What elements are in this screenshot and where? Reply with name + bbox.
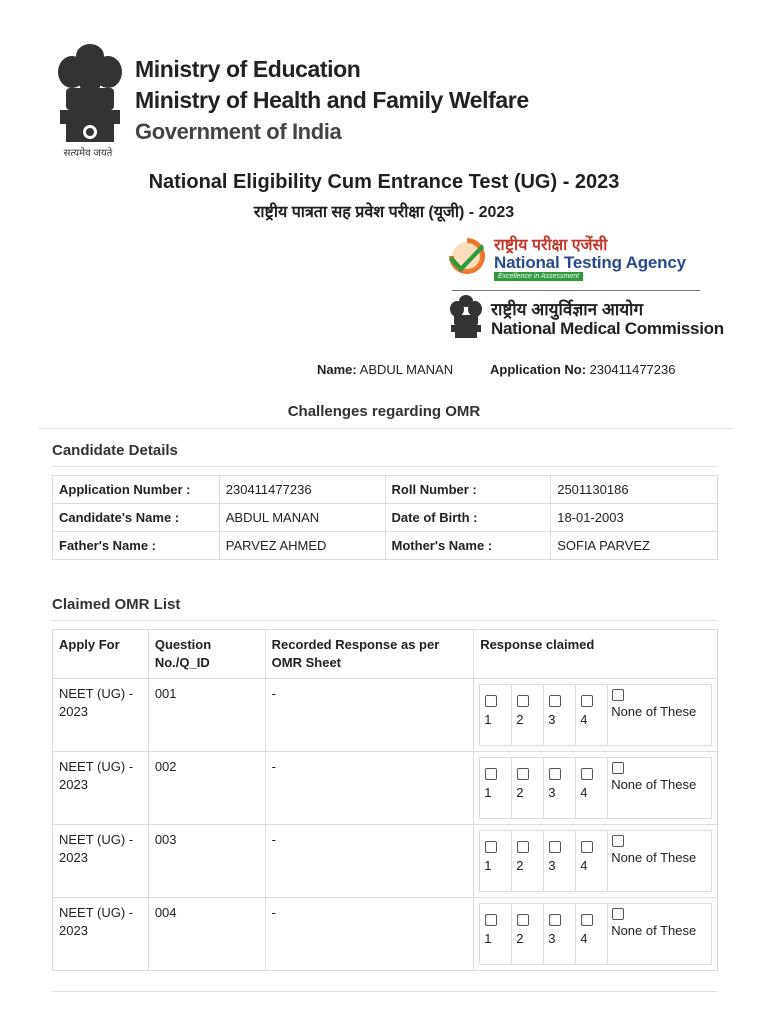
option-cell [608,758,711,818]
question-id-cell: 003 [148,825,265,898]
table-header-row [53,630,718,679]
option-cell [480,831,512,891]
option-cell [576,831,608,891]
page-title: Challenges regarding OMR [287,403,481,420]
apply-for-cell: NEET (UG) - 2023 [53,825,149,898]
option-label: 2 [516,858,524,873]
col-response-claimed: Response claimed [474,630,718,679]
application-number-summary [490,362,675,377]
ministry-block [135,54,529,147]
nmc-emblem-icon [449,293,483,341]
option-label: 1 [484,931,492,946]
option-checkbox[interactable] [517,841,529,853]
option-label: None of These [611,704,697,719]
question-id-cell: 004 [148,898,265,971]
dob-label: Date of Birth : [385,504,551,532]
divider [52,466,718,467]
dob-value: 18-01-2003 [551,504,718,532]
option-checkbox[interactable] [581,914,593,926]
option-label: 1 [484,712,492,727]
candidate-name-label: Candidate's Name : [53,504,220,532]
option-checkbox[interactable] [581,768,593,780]
application-number-value: 230411477236 [219,476,385,504]
option-cell [544,685,576,745]
option-checkbox[interactable] [485,841,497,853]
candidate-name-summary [317,362,453,377]
response-claimed-cell [474,752,718,825]
claimed-omr-heading: Claimed OMR List [52,596,181,613]
option-label: 4 [580,858,588,873]
nta-name-english: National Testing Agency [494,253,686,272]
option-checkbox[interactable] [485,768,497,780]
option-checkbox[interactable] [612,762,624,774]
table-row [53,679,718,752]
recorded-response-cell: - [265,679,474,752]
exam-title-hindi: राष्ट्रीय पात्रता सह प्रवेश परीक्षा (यूजी) - 2023 [253,204,515,221]
option-checkbox[interactable] [549,914,561,926]
roll-number-value: 2501130186 [551,476,718,504]
option-checkbox[interactable] [581,695,593,707]
table-row [53,532,718,560]
option-cell [512,758,544,818]
option-cell [576,904,608,964]
response-claimed-cell [474,679,718,752]
option-label: 2 [516,785,524,800]
option-checkbox[interactable] [549,695,561,707]
option-label: 3 [548,785,556,800]
divider [38,428,732,429]
nta-logo-icon [446,236,488,276]
national-emblem-icon [52,38,128,162]
father-name-label: Father's Name : [53,532,220,560]
option-checkbox[interactable] [612,835,624,847]
table-row [53,476,718,504]
option-label: 4 [580,785,588,800]
option-label: 3 [548,931,556,946]
apply-for-cell: NEET (UG) - 2023 [53,898,149,971]
option-label: 3 [548,858,556,873]
nmc-name-hindi: राष्ट्रीय आयुर्विज्ञान आयोग [491,300,644,319]
option-cell [576,758,608,818]
option-label: 4 [580,931,588,946]
response-claimed-cell [474,825,718,898]
question-id-cell: 001 [148,679,265,752]
recorded-response-cell: - [265,825,474,898]
emblem-motto: सत्यमेव जयते [63,148,113,159]
option-label: 1 [484,858,492,873]
option-cell [608,831,711,891]
option-group [479,830,712,892]
option-cell [480,685,512,745]
option-label: 3 [548,712,556,727]
option-group [479,757,712,819]
candidate-details-table [52,475,718,560]
option-cell [576,685,608,745]
col-recorded-response: Recorded Response as per OMR Sheet [265,630,474,679]
option-checkbox[interactable] [485,914,497,926]
recorded-response-cell: - [265,898,474,971]
option-cell [544,831,576,891]
logo-divider [452,290,700,291]
table-row [53,825,718,898]
option-label: 2 [516,712,524,727]
option-checkbox[interactable] [517,695,529,707]
option-checkbox[interactable] [612,908,624,920]
divider [52,991,718,992]
option-cell [544,904,576,964]
option-group [479,684,712,746]
option-label: 4 [580,712,588,727]
option-label: None of These [611,777,697,792]
option-cell [512,685,544,745]
option-checkbox[interactable] [581,841,593,853]
claimed-omr-table [52,629,718,971]
ministry-education: Ministry of Education [135,56,361,82]
option-checkbox[interactable] [549,768,561,780]
option-cell [512,904,544,964]
recorded-response-cell: - [265,752,474,825]
option-cell [608,685,711,745]
nmc-name-english: National Medical Commission [491,319,724,338]
name-label: Name: [317,362,357,377]
government-of-india: Government of India [135,119,342,144]
application-number-label: Application Number : [53,476,220,504]
divider [52,620,718,621]
ministry-health: Ministry of Health and Family Welfare [135,87,529,113]
roll-number-label: Roll Number : [385,476,551,504]
name-value: ABDUL MANAN [359,362,454,377]
col-apply-for: Apply For [53,630,149,679]
option-checkbox[interactable] [517,914,529,926]
mother-name-value: SOFIA PARVEZ [551,532,718,560]
father-name-value: PARVEZ AHMED [219,532,385,560]
table-row [53,752,718,825]
exam-title-english: National Eligibility Cum Entrance Test (UG) - 2023 [148,171,620,193]
nta-tagline: Excellence in Assessment [494,272,583,281]
table-row [53,898,718,971]
option-label: 2 [516,931,524,946]
option-cell [608,904,711,964]
option-label: None of These [611,850,697,865]
col-question-id: Question No./Q_ID [148,630,265,679]
apply-for-cell: NEET (UG) - 2023 [53,752,149,825]
apply-for-cell: NEET (UG) - 2023 [53,679,149,752]
option-checkbox[interactable] [549,841,561,853]
option-checkbox[interactable] [485,695,497,707]
candidate-name-value: ABDUL MANAN [219,504,385,532]
option-cell [480,758,512,818]
option-cell [544,758,576,818]
option-checkbox[interactable] [517,768,529,780]
option-cell [480,904,512,964]
response-claimed-cell [474,898,718,971]
nta-name-hindi: राष्ट्रीय परीक्षा एजेंसी [494,237,608,254]
option-checkbox[interactable] [612,689,624,701]
table-row [53,504,718,532]
option-label: 1 [484,785,492,800]
mother-name-label: Mother's Name : [385,532,551,560]
app-label: Application No: [490,362,587,377]
app-value: 230411477236 [589,362,676,377]
option-group [479,903,712,965]
option-label: None of These [611,923,697,938]
option-cell [512,831,544,891]
candidate-details-heading: Candidate Details [52,442,178,459]
question-id-cell: 002 [148,752,265,825]
